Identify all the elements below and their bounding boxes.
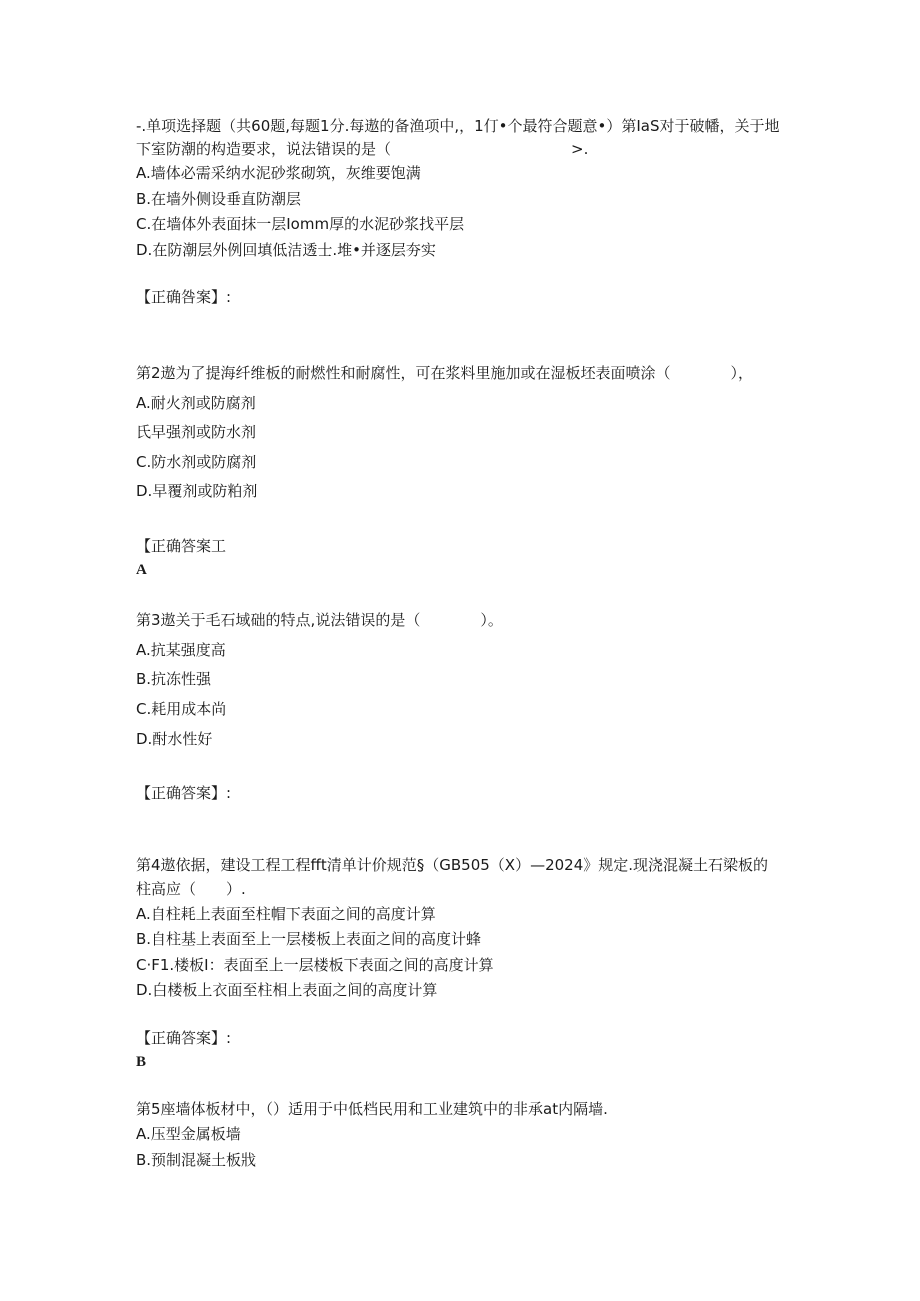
question-2-option-c: C.防水剂或防腐剂 — [136, 453, 257, 471]
question-2-answer-value: A — [136, 562, 147, 578]
question-1-stem-line-1: -.单项选择题（共60题,每题1分.每遨的备渔项中,，1仃•个最符合题意•）第IaS对于破幡，关于地 — [136, 117, 780, 135]
question-1-stem-line-2: 下室防潮的构造要求，说法错误的是（ >. — [136, 140, 589, 158]
question-3-option-c: C.耗用成本尚 — [136, 700, 227, 718]
question-1-option-d: D.在防潮层外例回填低洁透士.堆•并逐层夯实 — [136, 241, 436, 259]
question-1-option-b: B.在墙外侧设垂直防潮层 — [136, 190, 302, 208]
question-4-stem-line-2: 柱高应（ ）. — [136, 880, 246, 898]
question-1-answer-label: 【正确咎案】: — [136, 288, 232, 306]
question-2-option-b: 氏早强剂或防水剂 — [136, 423, 257, 441]
question-3-option-b: B.抗冻性强 — [136, 670, 212, 688]
question-4-option-a: A.自柱耗上表面至柱帽下表面之间的高度计算 — [136, 905, 436, 923]
question-3-option-d: D.酎水性好 — [136, 730, 213, 748]
question-1-option-a: A.墙体必需采纳水泥砂浆砌筑，灰维要饱满 — [136, 164, 421, 182]
question-4-option-b: B.自柱基上表面至上一层楼板上表面之间的高度计蜂 — [136, 930, 482, 948]
question-5-option-b: B.预制混凝土板戕 — [136, 1151, 257, 1169]
question-2-stem-line-1: 第2遨为了提海纤维板的耐燃性和耐腐性，可在浆料里施加或在湿板坯表面喷涂（ ）， — [136, 364, 754, 382]
question-4-stem-line-1: 第4遨依据，建设工程工程fft清单计价规范§（GB505（X）—2024》规定.现浇混凝土石梁板的 — [136, 856, 769, 874]
question-4-answer-label: 【正确答案】: — [136, 1029, 232, 1047]
question-2-option-d: D.早覆剂或防粕剂 — [136, 482, 258, 500]
question-4-answer-value: B — [136, 1054, 147, 1070]
question-5-option-a: A.压型金属板墙 — [136, 1125, 241, 1143]
question-2-option-a: A.耐火剂或防腐剂 — [136, 394, 256, 412]
question-3-stem-line-1: 第3遨关于毛石域础的特点,说法错误的是（ ）。 — [136, 611, 503, 629]
question-2-answer-label: 【正确答案工 — [136, 537, 227, 555]
question-1-option-c: C.在墙体外表面抹一层Iomm厚的水泥砂浆找平层 — [136, 215, 465, 233]
question-5-stem-line-1: 第5座墙体板材中，（）适用于中低档民用和工业建筑中的非承at内隔墙. — [136, 1100, 608, 1118]
question-4-option-c: C·F1.楼板I：表面至上一层楼板下表面之间的高度计算 — [136, 956, 494, 974]
question-3-answer-label: 【正确答案】: — [136, 784, 232, 802]
question-3-option-a: A.抗某强度高 — [136, 641, 226, 659]
question-4-option-d: D.白楼板上衣面至柱相上表面之间的高度计算 — [136, 981, 438, 999]
